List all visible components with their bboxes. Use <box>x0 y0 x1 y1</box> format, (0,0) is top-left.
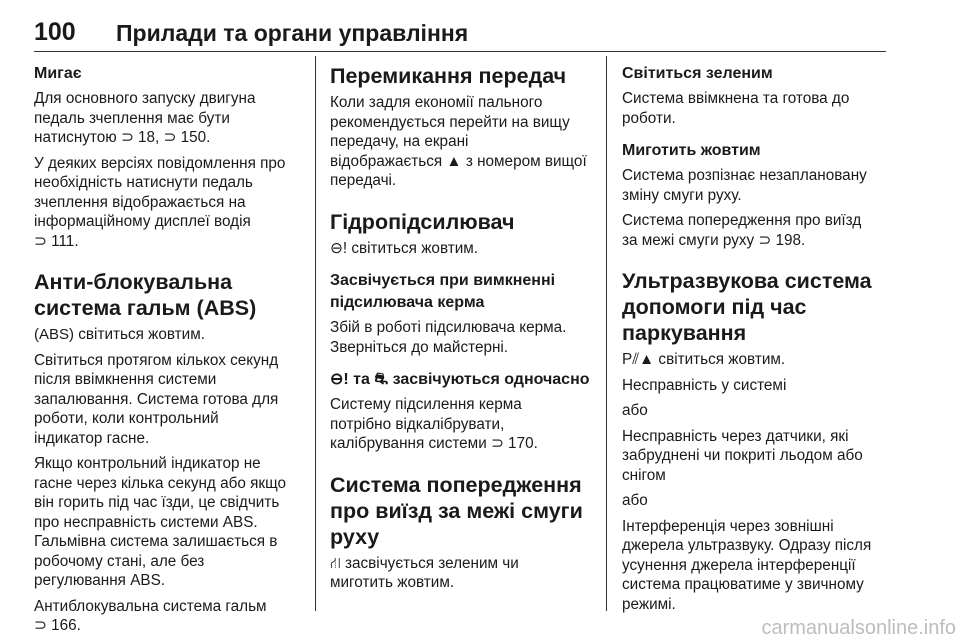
paragraph: У деяких версіях повідомлення про необхідність натиснути педаль зчеплення відображається на інформаційному дисплеї водія ⊃ 111. <box>34 154 286 250</box>
paragraph: Несправність у системі <box>622 376 787 394</box>
page-title: Прилади та органи управління <box>116 20 469 46</box>
paragraph: Інтерференція через зовнішні джерела ультразвуку. Одразу після усунення джерела інтерференції система працюватиме у звичному режимі. <box>622 517 872 613</box>
section-heading: Світиться зеленим <box>622 65 773 82</box>
paragraph: Система попередження про виїзд за межі смуги руху ⊃ 198. <box>622 212 862 249</box>
section-title: Ультразвукова система допомоги під час паркування <box>622 269 872 345</box>
column-3 <box>622 63 888 620</box>
section-title: Система попередження про виїзд за межі смуги руху <box>330 472 583 549</box>
column-1 <box>34 63 300 642</box>
page-number: 100 <box>34 18 76 46</box>
section-title: Анти-блокувальна система гальм (ABS) <box>34 270 257 320</box>
paragraph: або <box>622 402 648 419</box>
watermark: carmanualsonline.info <box>761 617 956 639</box>
column-2 <box>330 63 596 599</box>
section-title: Гідропідсилювач <box>330 209 515 234</box>
paragraph: Для основного запуску двигуна педаль зчеплення має бути натиснутою ⊃ 18, ⊃ 150. <box>34 90 256 146</box>
paragraph: ⊖! світиться жовтим. <box>330 239 479 257</box>
paragraph: Збій в роботі підсилювача керма. Зверніться до майстерні. <box>330 319 567 356</box>
paragraph: Якщо контрольний індикатор не гасне через кілька секунд або якщо він горить під час їзди, це свідчить про несправність системи ABS. Гальмівна система залишається в робочому стані, але без регулювання ABS. <box>34 455 287 589</box>
paragraph: Система розпізнає незаплановану зміну смуги руху. <box>622 167 867 204</box>
paragraph: P⫽▲ світиться жовтим. <box>622 351 786 368</box>
paragraph: Несправність через датчики, які забруднені чи покриті льодом або снігом <box>622 427 863 484</box>
section-title: Перемикання передач <box>330 64 567 88</box>
paragraph: Антиблокувальна система гальм ⊃ 166. <box>34 597 267 634</box>
header-divider <box>34 51 886 52</box>
section-heading: ⊖! та ⛐ засвічуються одночасно <box>330 371 590 388</box>
column-divider <box>315 56 316 611</box>
section-heading: Засвічується при вимкненні підсилювача керма <box>330 272 556 311</box>
paragraph: Система ввімкнена та готова до роботи. <box>622 90 850 127</box>
paragraph: ⛙ засвічується зеленим чи миготить жовтим. <box>330 554 519 591</box>
paragraph-text: світиться жовтим. <box>74 326 205 343</box>
column-divider <box>606 56 607 611</box>
paragraph: Систему підсилення керма потрібно відкалібрувати, калібрування системи ⊃ 170. <box>330 396 538 452</box>
paragraph: Коли задля економії пального рекомендується перейти на вищу передачу, на екрані відображається ▲ з номером вищої передачі. <box>330 94 587 189</box>
paragraph: або <box>622 492 648 509</box>
page-header <box>34 8 886 48</box>
paragraph <box>34 325 300 345</box>
section-heading: Миготить жовтим <box>622 142 761 159</box>
abs-warning-icon: (ABS) <box>34 326 75 343</box>
section-heading: Мигає <box>34 65 82 82</box>
paragraph: Світиться протягом кількох секунд після ввімкнення системи запалювання. Система готова для роботи, коли контрольний індикатор гасне. <box>34 351 279 447</box>
